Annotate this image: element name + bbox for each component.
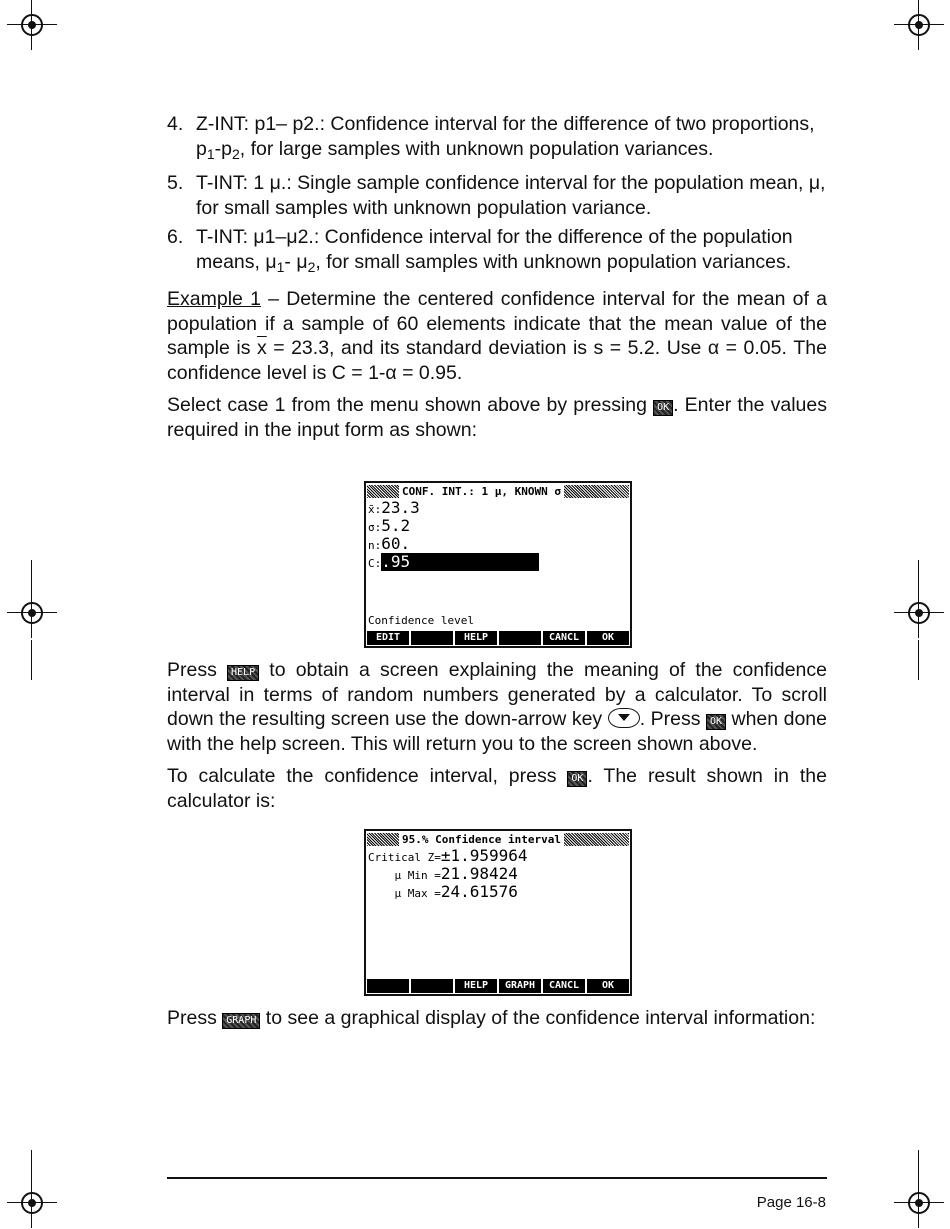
registration-mark-top-left <box>19 12 45 38</box>
list-item: 6. T-INT: μ1–μ2.: Confidence interval for the difference of the population means, $\mu_1-$ $\mu_2$, for small samples with unknown population variances. <box>167 226 793 275</box>
menu-key-help: HELP <box>455 631 497 645</box>
calculator-result-screen <box>364 829 632 996</box>
body-text-3 <box>167 1006 827 1039</box>
registration-mark-top-right <box>906 12 932 38</box>
result-row: Critical Z=±1.959964 <box>368 846 528 865</box>
list-head: T-INT: 1 μ. <box>196 172 287 194</box>
list-number: 4. <box>167 113 184 135</box>
menu-key-cancel: CANCL <box>543 979 585 993</box>
ok-softkey: OK <box>567 771 587 787</box>
result-row: μ Min =21.98424 <box>368 864 518 883</box>
ok-softkey: OK <box>653 400 673 416</box>
registration-mark-bottom-right <box>906 1190 932 1216</box>
graph-paragraph: Press GRAPH to see a graphical display of the confidence interval information: <box>167 1007 816 1029</box>
input-field: n:60. <box>368 534 411 553</box>
select-paragraph: Select case 1 from the menu shown above by pressing OK . Enter the values required in the input form as shown: <box>167 394 827 441</box>
crop-line <box>31 1150 32 1190</box>
x-bar: $\overline{x}$ <box>256 337 267 359</box>
list-item: 4. Z-INT: p1– p2.: Confidence interval for the difference of two proportions, $p_1-p_2$, for large samples with unknown population variances. <box>167 113 815 162</box>
menu-key-blank <box>411 631 453 645</box>
result-row: μ Max =24.61576 <box>368 882 518 901</box>
menu-key-blank <box>499 631 541 645</box>
list-number: 6. <box>167 226 184 248</box>
menu-key-blank <box>411 979 453 993</box>
example-paragraph: Example 1 – Determine the centered confidence interval for the mean of a population if a sample of 60 elements indicate that the mean value of the sample is $\overline{x} = 23.3$, and its standard deviation is s = 5.2. Use α = 0.05. The confidence level is C = 1-α = 0.95. <box>167 288 828 384</box>
screen-title-bar <box>367 484 629 499</box>
graph-softkey: GRAPH <box>222 1013 260 1029</box>
menu-key-ok: OK <box>587 631 629 645</box>
ok-softkey: OK <box>706 714 726 730</box>
help-softkey: HELP <box>227 665 259 681</box>
input-field: σ:5.2 <box>368 516 411 535</box>
crop-line <box>918 640 919 680</box>
screen-title: CONF. INT.: 1 μ, KNOWN σ <box>402 485 561 498</box>
list-number: 5. <box>167 172 184 194</box>
input-field: x̄:23.3 <box>368 498 420 517</box>
menu-key-blank <box>367 979 409 993</box>
registration-mark-mid-right <box>906 600 932 626</box>
registration-mark-bottom-left <box>19 1190 45 1216</box>
calculate-paragraph: To calculate the confidence interval, press OK . The result shown in the calculator is: <box>167 765 828 812</box>
help-paragraph: Press HELP to obtain a screen explaining the meaning of the confidence interval in terms of random numbers generated by a calculator. To scroll down the resulting screen use the down-arrow key . Press OK when done with the help screen. This will return you to the screen shown above. <box>167 659 827 755</box>
screen-title: 95.% Confidence interval <box>402 833 561 846</box>
body-text <box>167 112 827 450</box>
menu-key-edit: EDIT <box>367 631 409 645</box>
crop-line <box>31 640 32 680</box>
menu-key-graph: GRAPH <box>499 979 541 993</box>
crop-line <box>918 1150 919 1190</box>
body-text-2 <box>167 658 827 821</box>
menu-key-ok: OK <box>587 979 629 993</box>
input-field-selected: C:.95 <box>366 553 630 571</box>
status-line: Confidence level <box>368 614 474 627</box>
footer-rule <box>167 1177 827 1179</box>
registration-mark-mid-left <box>19 600 45 626</box>
crop-line <box>918 560 919 600</box>
page-number: Page 16-8 <box>756 1194 826 1211</box>
down-arrow-key-icon <box>608 708 640 728</box>
list-head: T-INT: μ1–μ2. <box>196 226 314 248</box>
screen-title-bar <box>367 832 629 847</box>
menu-key-cancel: CANCL <box>543 631 585 645</box>
softkey-menu <box>367 979 629 993</box>
crop-line <box>31 560 32 600</box>
calculator-input-screen <box>364 481 632 648</box>
softkey-menu <box>367 631 629 645</box>
list-item: 5. T-INT: 1 μ.: Single sample confidence interval for the population mean, μ, for small samples with unknown population variance. <box>167 172 826 219</box>
example-label: Example 1 <box>167 288 261 310</box>
list-head: Z-INT: p1– p2. <box>196 113 320 135</box>
menu-key-help: HELP <box>455 979 497 993</box>
